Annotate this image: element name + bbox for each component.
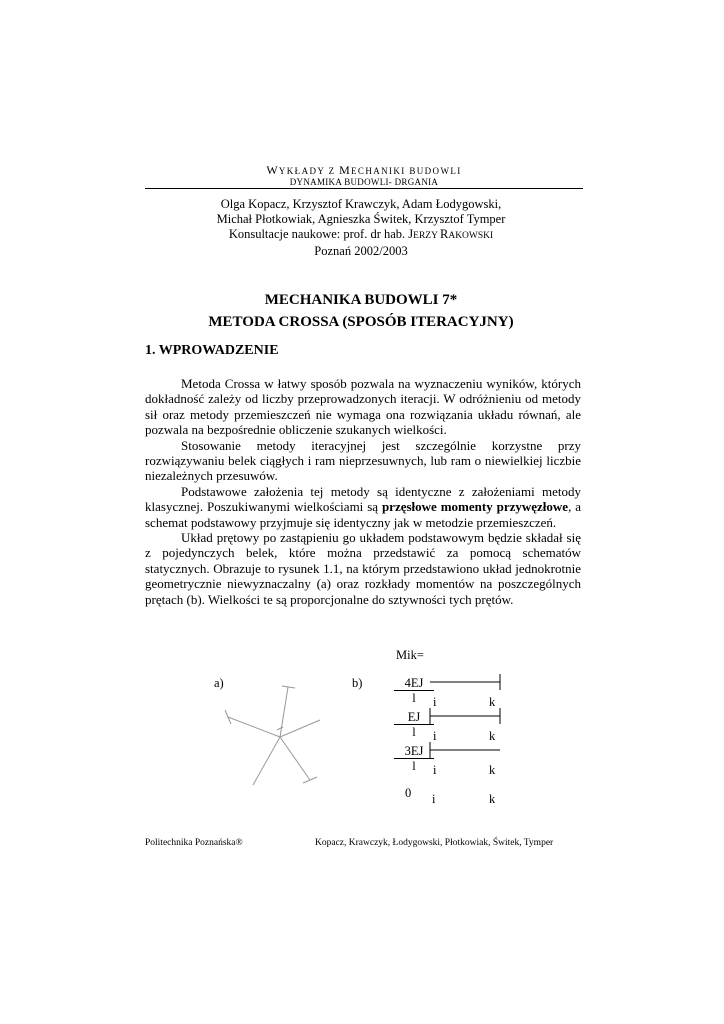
title-line-1: MECHANIKA BUDOWLI 7*	[264, 292, 458, 308]
fraction-numerator: 4EJ	[394, 676, 434, 691]
header-rule	[145, 188, 583, 189]
fraction-numerator: 3EJ	[394, 744, 434, 759]
node-i-label: i	[433, 763, 437, 777]
figure-label-b: b)	[352, 676, 363, 690]
paragraph-1: Metoda Crossa w łatwy sposób pozwala na wyznaczeniu wyników, których dokładność zależy od liczby przeprowadzonych iteracji. W odróżnieniu od metody sił oraz metody przemieszczeń nie wymaga ona rozwiązania układu równań, ale pozwala na bezpośrednie obliczenie szukanych wielkości.	[145, 376, 581, 438]
node-k-label: k	[489, 695, 496, 709]
fraction-denominator: l	[412, 759, 416, 773]
section-heading: 1. WPROWADZENIE	[145, 343, 279, 358]
frame-member	[280, 720, 320, 737]
frame-member	[280, 737, 310, 780]
node-k-label-cut: k	[489, 792, 496, 804]
figure-label-a: a)	[214, 676, 224, 690]
figure-b-beams	[425, 672, 510, 807]
consultant-initial: R	[439, 227, 449, 241]
figure-a-frame	[215, 680, 335, 800]
header-initial-w: W	[266, 163, 279, 177]
header-part: YKŁADY Z	[278, 166, 340, 176]
paragraph-3-text: , a schemat podstawowy przyjmuje się identyczny jak w metodzie przemieszczeń.	[145, 499, 582, 530]
body-text	[145, 376, 581, 607]
node-k-label: k	[489, 763, 496, 777]
consultant-prefix: Konsultacje naukowe: prof. dr hab.	[228, 227, 409, 241]
frame-member	[253, 737, 280, 785]
consultant-initial: J	[408, 227, 414, 241]
paragraph-3-text: Podstawowe założenia tej metody są identyczne z założeniami metody klasycznej. Poszukiwanymi wielkościami są	[145, 483, 581, 515]
paragraph-2: Stosowanie metody iteracyjnej jest szczególnie korzystne przy rozwiązywaniu belek ciągłych i ram nieprzesuwnych, lub ram o niewielkiej liczbie niezależnych przesuwów.	[145, 437, 581, 484]
title-line-2: METODA CROSSA (SPOSÓB ITERACYJNY)	[208, 314, 514, 330]
zero-label: 0	[405, 786, 412, 800]
support-mark	[303, 777, 317, 783]
consultant-line	[145, 227, 577, 244]
footer-left: Politechnika Poznańska®	[145, 838, 243, 848]
place-date-line: Poznań 2002/2003	[314, 244, 408, 258]
frame-member	[280, 687, 288, 737]
mik-label: Mik=	[396, 648, 424, 662]
paragraph-3-bold: przęsłowe momenty przywęzłowe	[381, 499, 569, 515]
support-mark	[225, 710, 231, 724]
running-header-subtitle: DYNAMIKA BUDOWLI- DRGANIA	[289, 177, 439, 187]
paragraph-4: Układ prętowy po zastąpieniu go układem podstawowym będzie składał się z pojedynczych belek, które można przedstawić za pomocą schematów statycznych. Obrazuje to rysunek 1.1, na którym przedstawiono układ jednokrotnie geometrycznie niewyznaczalny (a) oraz rozkłady momentów na poszczególnych prętach (b). Wielkości te są proporcjonalne do sztywności tych prętów.	[145, 530, 581, 607]
authors-line-2: Michał Płotkowiak, Agnieszka Świtek, Krzysztof Tymper	[216, 212, 506, 226]
frame-member	[228, 717, 280, 737]
support-mark	[282, 686, 295, 688]
consultant-name-part: AKOWSKI	[448, 231, 494, 241]
footer-right: Kopacz, Krawczyk, Łodygowski, Płotkowiak, Świtek, Tymper	[315, 838, 554, 848]
fraction-denominator: l	[412, 725, 416, 739]
authors-block	[145, 197, 577, 259]
node-i-label: i	[433, 695, 437, 709]
fraction-denominator: l	[412, 691, 416, 705]
fraction-numerator: EJ	[394, 710, 434, 725]
paragraph-3	[145, 484, 581, 530]
authors-line-1: Olga Kopacz, Krzysztof Krawczyk, Adam Łodygowski,	[220, 197, 502, 211]
running-header-title	[145, 163, 583, 178]
node-k-label: k	[489, 729, 496, 743]
node-i-label-cut: i	[432, 792, 436, 804]
header-initial-m: M	[339, 163, 352, 177]
consultant-name-part: ERZY	[413, 231, 440, 241]
node-mark	[277, 727, 283, 730]
document-title	[145, 289, 577, 333]
header-part: ECHANIKI BUDOWLI	[351, 166, 462, 176]
node-i-label: i	[433, 729, 437, 743]
